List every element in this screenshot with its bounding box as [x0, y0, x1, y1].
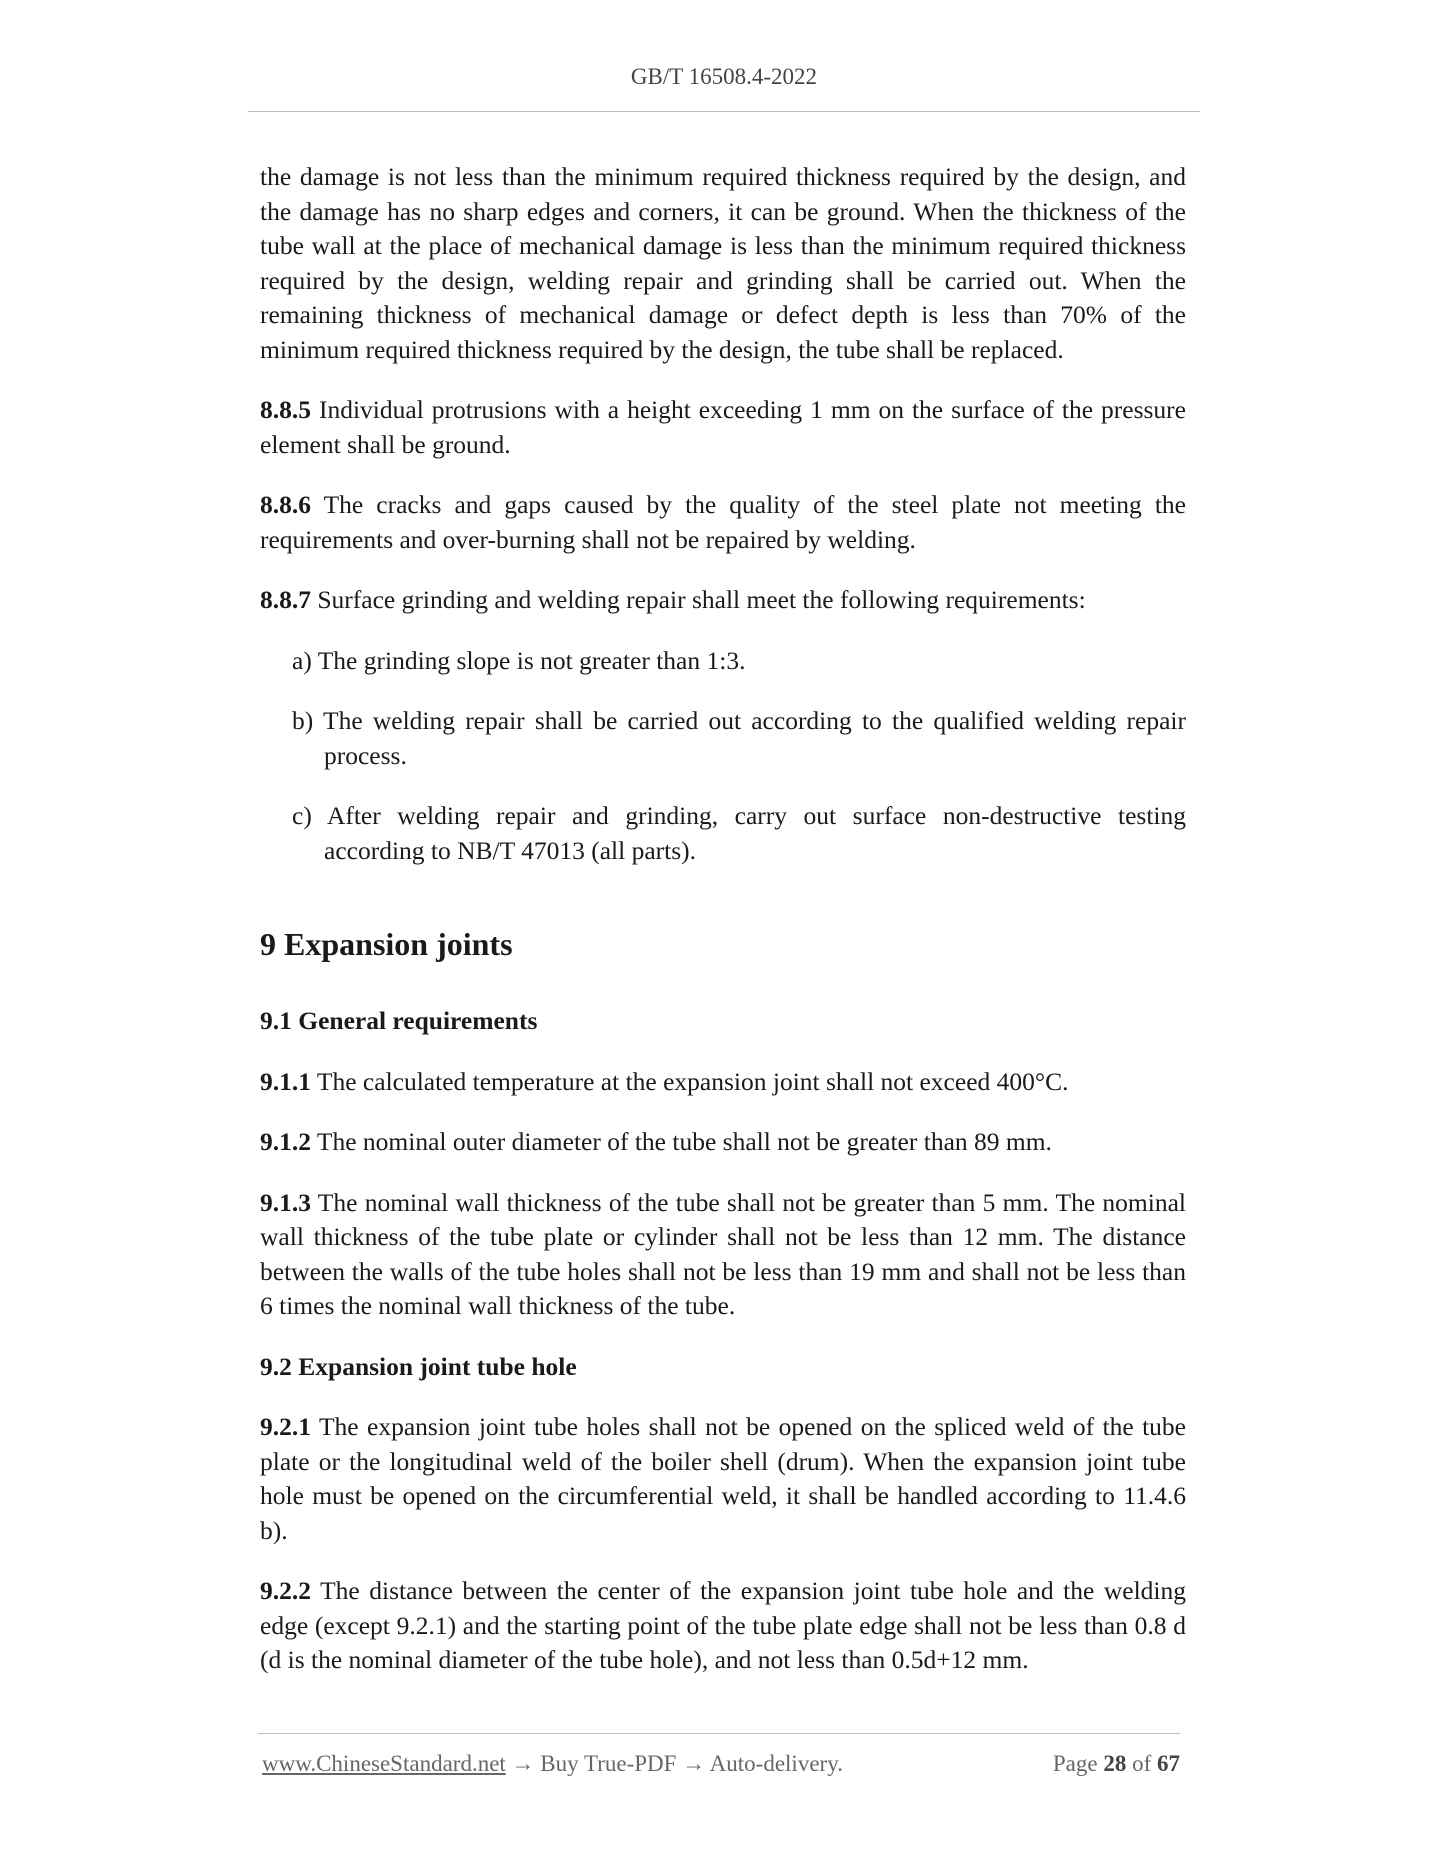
header-divider [248, 111, 1200, 112]
paragraph: 8.8.7 Surface grinding and welding repair shall meet the following requirements: [260, 585, 1086, 614]
paragraph: 9.2.2 The distance between the center of the expansion joint tube hole and the welding edge (except 9.2.1) and the starting point of the tube plate edge shall not be less than 0.8 d (d is the nominal diameter of the tube hole), and not less than 0.5d+12 mm. [260, 1576, 1186, 1674]
page-number: Page 28 of 67 [1052, 1751, 1180, 1776]
website-link[interactable]: www.ChineseStandard.net [262, 1751, 506, 1776]
paragraph: 9.1.1 The calculated temperature at the expansion joint shall not exceed 400°C. [260, 1066, 1069, 1096]
list-item: c) After welding repair and grinding, carry out surface non-destructive testing according to NB/T 47013 (all parts). [292, 801, 1186, 865]
current-page: 28 [1103, 1751, 1127, 1776]
clause-number: 9.1.3 [260, 1187, 311, 1217]
paragraph: 8.8.6 The cracks and gaps caused by the quality of the steel plate not meeting the requirements and over-burning shall not be repaired by welding. [260, 490, 1186, 554]
clause-number: 9.1.2 [260, 1127, 311, 1156]
subsection-heading: 9.2 Expansion joint tube hole [260, 1351, 577, 1381]
paragraph: 9.1.2 The nominal outer diameter of the tube shall not be greater than 89 mm. [260, 1127, 1052, 1156]
paragraph: 9.1.3 The nominal wall thickness of the tube shall not be greater than 5 mm. The nominal wall thickness of the tube plate or cylinder shall not be less than 12 mm. The distance between the walls of the tube holes shall not be less than 19 mm and shall not be less than 6 times the nominal wall thickness of the tube. [260, 1187, 1186, 1320]
subsection-heading: 9.1 General requirements [260, 1006, 538, 1035]
clause-number: 8.8.7 [260, 585, 311, 614]
footer-promo: www.ChineseStandard.net → Buy True-PDF → Auto-delivery. [262, 1751, 843, 1776]
clause-number: 8.8.6 [260, 490, 311, 519]
section-heading: 9 Expansion joints [260, 926, 513, 962]
document-body [260, 160, 1186, 1704]
clause-number: 9.2.1 [260, 1412, 311, 1441]
paragraph: the damage is not less than the minimum required thickness required by the design, and the damage has no sharp edges and corners, it can be ground. When the thickness of the tube wall at the place of mechanical damage is less than the minimum required thickness required by the design, welding repair and grinding shall be carried out. When the remaining thickness of mechanical damage or defect depth is less than 70% of the minimum required thickness required by the design, the tube shall be replaced. [260, 162, 1186, 364]
page-header: GB/T 16508.4-2022 [630, 64, 818, 89]
arrow-icon: → [676, 1751, 710, 1776]
page-footer [262, 1751, 1180, 1781]
list-item: b) The welding repair shall be carried out according to the qualified welding repair process. [292, 706, 1186, 770]
clause-number: 9.1.1 [260, 1066, 311, 1096]
clause-number: 8.8.5 [260, 395, 311, 424]
arrow-icon: → [505, 1751, 541, 1776]
footer-divider [258, 1733, 1180, 1734]
paragraph: 8.8.5 Individual protrusions with a height exceeding 1 mm on the surface of the pressure element shall be ground. [260, 395, 1186, 459]
paragraph: 9.2.1 The expansion joint tube holes shall not be opened on the spliced weld of the tube plate or the longitudinal weld of the boiler shell (drum). When the expansion joint tube hole must be opened on the circumferential weld, it shall be handled according to 11.4.6 b). [260, 1412, 1186, 1545]
list-item: a) The grinding slope is not greater than 1:3. [292, 645, 746, 675]
clause-number: 9.2.2 [260, 1576, 311, 1605]
total-pages: 67 [1157, 1751, 1180, 1776]
